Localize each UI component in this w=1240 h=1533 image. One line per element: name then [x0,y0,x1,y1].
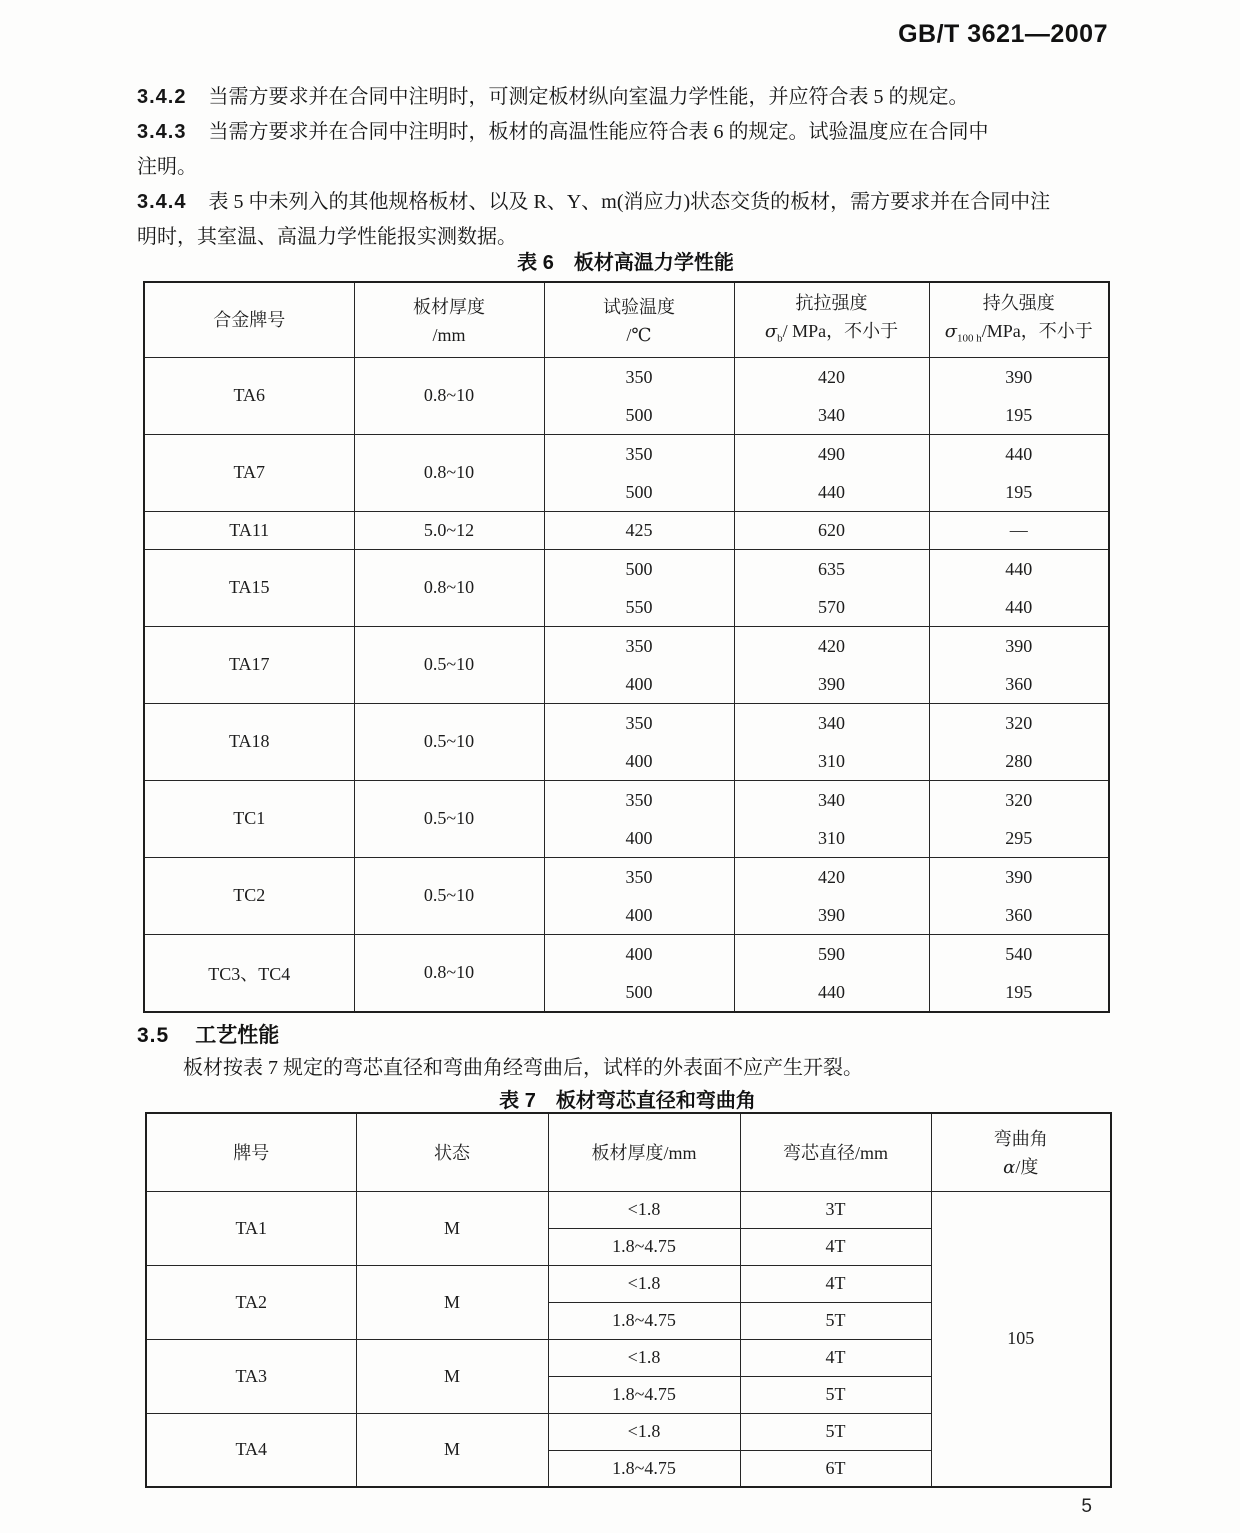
sigma-subscript: 100 h [957,332,982,345]
col-header-bend-angle [931,1113,1111,1191]
temperature-cell [544,434,734,511]
tensile-cell [734,626,929,703]
diameter-cell: 4T [740,1265,931,1302]
value: 390 [818,673,845,694]
clause-number: 3.4.3 [137,121,187,143]
diameter-cell: 5T [740,1302,931,1339]
value: 390 [1005,866,1033,887]
clause-text-continued: 明时，其室温、高温力学性能报实测数据。 [137,226,517,248]
value: 500 [625,481,653,502]
document-code: GB/T 3621—2007 [898,20,1108,48]
endurance-cell [929,857,1109,934]
section-3-5-body: 板材按表 7 规定的弯芯直径和弯曲角经弯曲后，试样的外表面不应产生开裂。 [183,1057,863,1079]
grade-cell: TA15 [144,549,354,626]
value: 195 [1005,981,1033,1002]
value: 350 [625,635,653,656]
paragraph-3-4-4 [137,185,1112,255]
value: 440 [818,481,845,502]
value: 195 [1005,404,1033,425]
value: 400 [625,750,653,771]
section-title: 工艺性能 [195,1024,280,1047]
grade-cell: TC3、TC4 [144,934,354,1012]
thickness-cell: <1.8 [548,1339,740,1376]
value: 400 [625,827,653,848]
value: 195 [1005,481,1033,502]
table-row [144,549,1109,626]
thickness-cell: 0.8~10 [354,549,544,626]
value: 590 [818,943,845,964]
grade-cell: TA18 [144,703,354,780]
tensile-cell [734,357,929,434]
value: 400 [625,943,653,964]
col-header-tensile-strength [734,282,929,357]
endurance-cell [929,434,1109,511]
col-header-unit [932,1154,1111,1181]
table-row [144,934,1109,1012]
endurance-cell: — [929,511,1109,549]
table6-title: 表 6 板材高温力学性能 [517,252,734,274]
tensile-cell [734,780,929,857]
thickness-cell: 0.5~10 [354,780,544,857]
col-header-grade: 牌号 [146,1113,356,1191]
value: 420 [818,866,845,887]
thickness-cell: 1.8~4.75 [548,1450,740,1487]
grade-cell: TA17 [144,626,354,703]
thickness-cell: 0.5~10 [354,703,544,780]
value: 350 [625,366,653,387]
endurance-cell [929,934,1109,1012]
value: 490 [818,443,845,464]
clause-text: 当需方要求并在合同中注明时，板材的高温性能应符合表 6 的规定。试验温度应在合同中 [208,121,989,143]
alpha-symbol: α [1003,1156,1016,1178]
tensile-cell: 620 [734,511,929,549]
sigma-subscript: b [777,332,783,345]
unit-text: /度 [1015,1156,1039,1177]
value: 350 [625,789,653,810]
value: 570 [818,596,845,617]
grade-cell: TC1 [144,780,354,857]
col-header-test-temperature [544,282,734,357]
diameter-cell: 5T [740,1413,931,1450]
endurance-cell [929,703,1109,780]
col-header-thickness: 板材厚度/mm [548,1113,740,1191]
thickness-cell: 0.5~10 [354,626,544,703]
thickness-cell: 0.5~10 [354,857,544,934]
table-row [144,626,1109,703]
clause-number: 3.4.2 [137,86,187,108]
value: 420 [818,366,845,387]
value: 390 [1005,366,1033,387]
thickness-cell: 5.0~12 [354,511,544,549]
state-cell: M [356,1191,548,1265]
temperature-cell [544,626,734,703]
col-header-unit [735,318,929,352]
endurance-cell [929,626,1109,703]
value: 440 [1005,443,1033,464]
value: 420 [818,635,845,656]
sigma-symbol: σ [764,320,778,342]
bend-angle-cell: 105 [931,1191,1111,1487]
tensile-cell [734,934,929,1012]
grade-cell: TA1 [146,1191,356,1265]
section-3-5-heading [137,1019,279,1049]
value: 390 [818,904,845,925]
col-header-thickness [354,282,544,357]
value: 550 [625,596,653,617]
grade-cell: TA11 [144,511,354,549]
grade-cell: TA3 [146,1339,356,1413]
thickness-cell: 0.8~10 [354,434,544,511]
value: 440 [1005,596,1033,617]
col-header-label: 持久强度 [982,292,1055,313]
value: 360 [1005,673,1033,694]
value: 500 [625,404,653,425]
endurance-cell [929,780,1109,857]
grade-cell: TA2 [146,1265,356,1339]
thickness-cell: 1.8~4.75 [548,1376,740,1413]
col-header-bend-diameter: 弯芯直径/mm [740,1113,931,1191]
temperature-cell [544,549,734,626]
page-number: 5 [1081,1496,1092,1517]
tensile-cell [734,703,929,780]
table7-title: 表 7 板材弯芯直径和弯曲角 [499,1090,756,1112]
paragraph-3-4-2 [137,80,1112,115]
diameter-cell: 4T [740,1228,931,1265]
temperature-cell [544,703,734,780]
temperature-cell [544,857,734,934]
table-row [144,434,1109,511]
grade-cell: TA6 [144,357,354,434]
paragraph-3-4-3 [137,115,1112,185]
value: 400 [625,673,653,694]
col-header-label: 合金牌号 [213,309,286,330]
diameter-cell: 4T [740,1339,931,1376]
thickness-cell: 1.8~4.75 [548,1302,740,1339]
table-row [144,357,1109,434]
value: 635 [818,558,845,579]
endurance-cell [929,549,1109,626]
thickness-cell: 0.8~10 [354,357,544,434]
col-header-alloy-grade [144,282,354,357]
unit-text: / MPa，不小于 [782,320,899,341]
col-header-label: 板材厚度 [413,296,485,317]
col-header-label: 抗拉强度 [795,292,868,313]
temperature-cell [544,780,734,857]
tensile-cell [734,549,929,626]
state-cell: M [356,1339,548,1413]
table-row [144,511,1109,549]
grade-cell: TA7 [144,434,354,511]
col-header-unit: /mm [432,324,466,345]
grade-cell: TA4 [146,1413,356,1487]
sigma-symbol: σ [944,320,958,342]
value: 340 [818,404,845,425]
value: 295 [1005,827,1033,848]
value: 390 [1005,635,1033,656]
table-row [144,780,1109,857]
value: 400 [625,904,653,925]
thickness-cell: <1.8 [548,1265,740,1302]
col-header-unit: /℃ [626,324,652,345]
col-header-state: 状态 [356,1113,548,1191]
clause-text-continued: 注明。 [137,156,197,178]
diameter-cell: 3T [740,1191,931,1228]
table7-header-row [146,1113,1111,1191]
value: 340 [818,789,845,810]
clause-number: 3.4.4 [137,191,187,213]
value: 340 [818,712,845,733]
clause-text: 表 5 中未列入的其他规格板材、以及 R、Y、m(消应力)状态交货的板材，需方要求并在合同中注 [208,191,1051,213]
table6-header-row [144,282,1109,357]
diameter-cell: 5T [740,1376,931,1413]
unit-text: /MPa，不小于 [981,320,1093,341]
table7-bend-diameter-and-angle [145,1112,1112,1488]
value: 280 [1005,750,1033,771]
state-cell: M [356,1413,548,1487]
value: 320 [1005,712,1033,733]
table-row [144,703,1109,780]
value: 350 [625,866,653,887]
table-row [144,857,1109,934]
table-row [146,1191,1111,1228]
thickness-cell: <1.8 [548,1191,740,1228]
value: 500 [625,981,653,1002]
value: 440 [818,981,845,1002]
tensile-cell [734,857,929,934]
value: 310 [818,827,845,848]
section-number: 3.5 [137,1024,170,1047]
value: 440 [1005,558,1033,579]
thickness-cell: 0.8~10 [354,934,544,1012]
temperature-cell: 425 [544,511,734,549]
value: 350 [625,443,653,464]
value: 500 [625,558,653,579]
value: 540 [1005,943,1033,964]
thickness-cell: <1.8 [548,1413,740,1450]
grade-cell: TC2 [144,857,354,934]
col-header-unit [930,318,1109,352]
clause-text: 当需方要求并在合同中注明时，可测定板材纵向室温力学性能，并应符合表 5 的规定。 [208,86,969,108]
temperature-cell [544,357,734,434]
thickness-cell: 1.8~4.75 [548,1228,740,1265]
col-header-creep-strength [929,282,1109,357]
value: 310 [818,750,845,771]
tensile-cell [734,434,929,511]
state-cell: M [356,1265,548,1339]
value: 320 [1005,789,1033,810]
value: 360 [1005,904,1033,925]
temperature-cell [544,934,734,1012]
col-header-label: 试验温度 [603,296,675,317]
col-header-label: 弯曲角 [993,1128,1048,1149]
table6-high-temp-mechanical-properties [143,281,1110,1013]
value: 350 [625,712,653,733]
diameter-cell: 6T [740,1450,931,1487]
endurance-cell [929,357,1109,434]
